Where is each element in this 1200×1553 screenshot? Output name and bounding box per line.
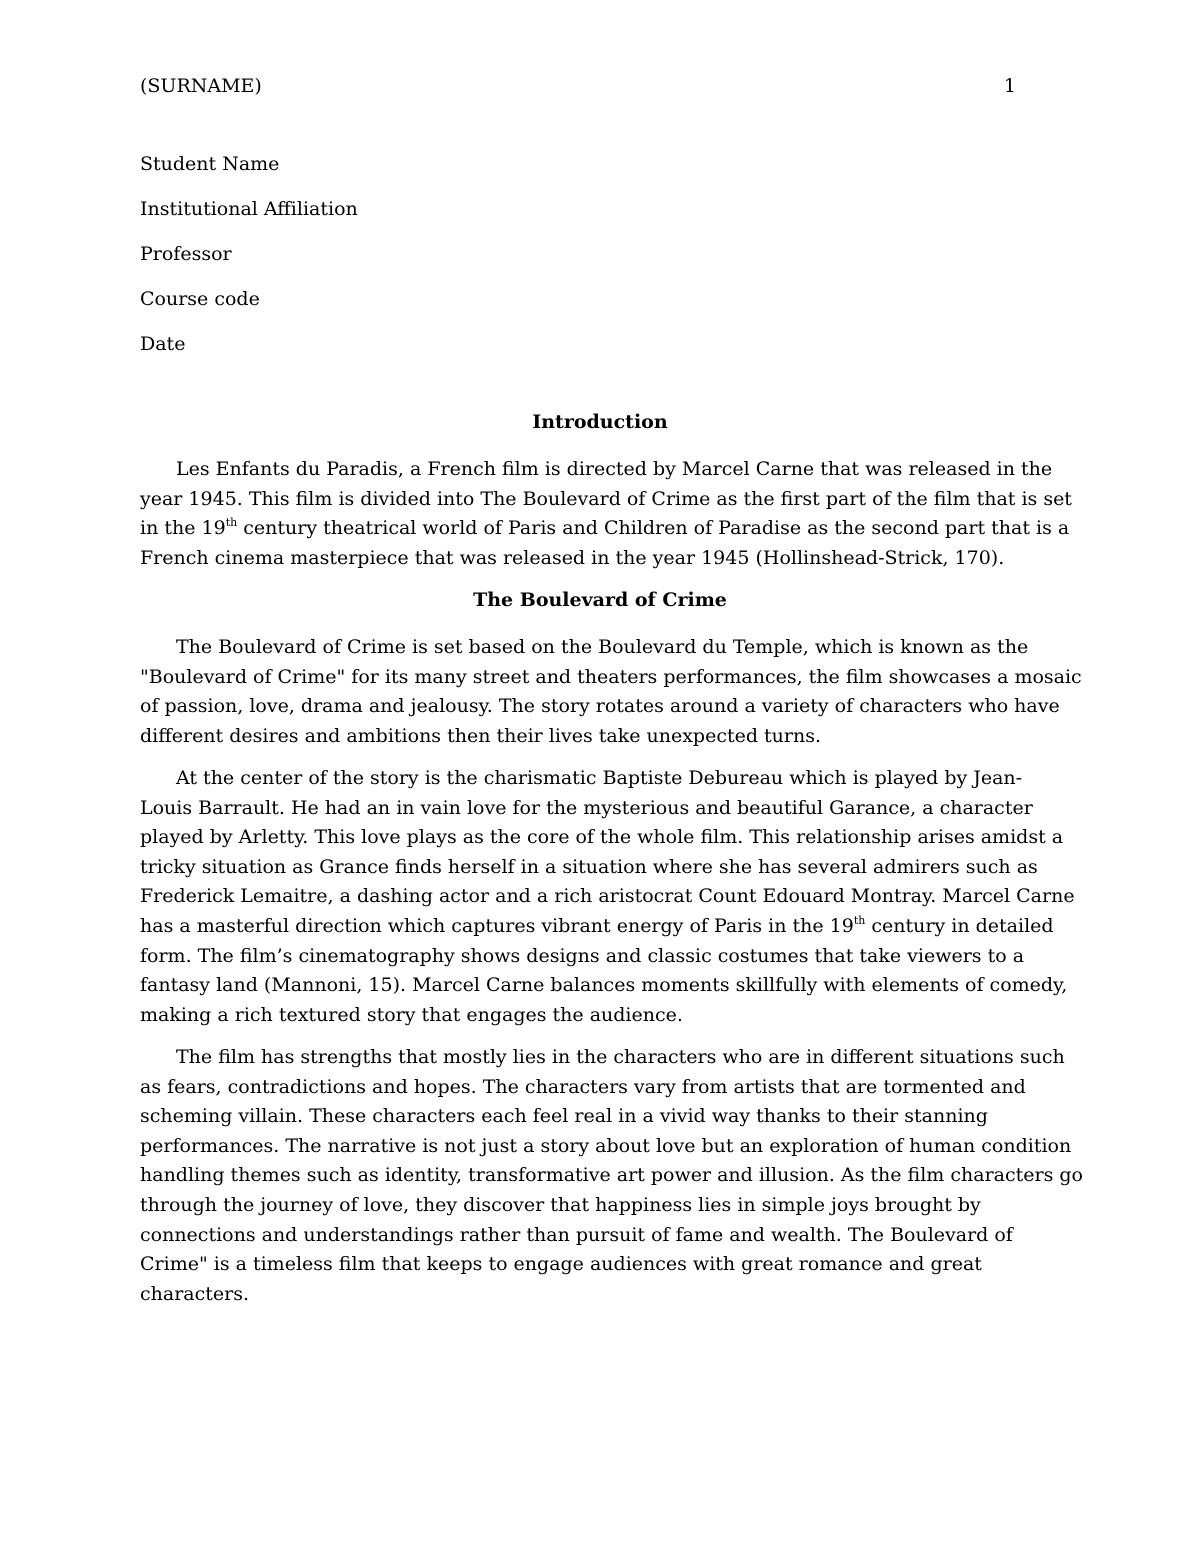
institutional-affiliation: Institutional Affiliation <box>140 198 358 220</box>
paragraph-line: form. The film’s cinematography shows designs and classic costumes that take viewers to a <box>140 944 1025 967</box>
paragraph-line: making a rich textured story that engages the audience. <box>140 1003 683 1026</box>
heading-boulevard-of-crime: The Boulevard of Crime <box>473 589 727 611</box>
intro-paragraph <box>140 455 1072 573</box>
paragraph-line: "Boulevard of Crime" for its many street and theaters performances, the film showcases a mosaic <box>140 665 1082 688</box>
page-header <box>140 75 1020 105</box>
paragraph-line: performances. The narrative is not just a story about love but an exploration of human condition <box>140 1134 1072 1157</box>
paragraph-line: as fears, contradictions and hopes. The characters vary from artists that are tormented and <box>140 1075 1026 1098</box>
paragraph-line: year 1945. This film is divided into The Boulevard of Crime as the first part of the film that is set <box>140 487 1072 510</box>
paragraph-line: tricky situation as Grance finds herself in a situation where she has several admirers such as <box>140 855 1038 878</box>
paragraph-line: Les Enfants du Paradis, a French film is directed by Marcel Carne that was released in the <box>176 458 1053 480</box>
paragraph-line: characters. <box>140 1282 250 1305</box>
paragraph-line: different desires and ambitions then their lives take unexpected turns. <box>140 724 822 747</box>
paragraph-line: The film has strengths that mostly lies in the characters who are in different situations such <box>176 1046 1065 1068</box>
paragraph-line: At the center of the story is the charismatic Baptiste Debureau which is played by Jean- <box>176 767 1023 789</box>
student-name: Student Name <box>140 153 280 175</box>
header-surname: (SURNAME) <box>140 75 262 97</box>
paragraph-line: Crime" is a timeless film that keeps to engage audiences with great romance and great <box>140 1253 982 1276</box>
line-text: century in detailed <box>865 914 1054 937</box>
paragraph-line: fantasy land (Mannoni, 15). Marcel Carne balances moments skillfully with elements of comedy, <box>140 974 1068 997</box>
paragraph-line: played by Arletty. This love plays as the core of the whole film. This relationship arises amidst a <box>140 826 1064 849</box>
paragraph-line: French cinema masterpiece that was released in the year 1945 (Hollinshead-Strick, 170). <box>140 546 1005 569</box>
paragraph-line: of passion, love, drama and jealousy. The story rotates around a variety of characters who have <box>140 695 1060 718</box>
paragraph-line: Louis Barrault. He had an in vain love for the mysterious and beautiful Garance, a character <box>140 796 1033 819</box>
superscript: th <box>853 913 866 927</box>
line-text: century theatrical world of Paris and Children of Paradise as the second part that is a <box>237 517 1070 540</box>
superscript: th <box>225 516 238 530</box>
paragraph-line <box>140 514 1070 544</box>
paragraph-line: through the journey of love, they discover that happiness lies in simple joys brought by <box>140 1193 981 1216</box>
line-text: has a masterful direction which captures vibrant energy of Paris in the 19 <box>140 914 854 937</box>
line-text: in the 19 <box>140 517 226 540</box>
student-info-block <box>140 142 358 367</box>
strengths-paragraph <box>140 1043 1083 1309</box>
paragraph-line: scheming villain. These characters each feel real in a vivid way thanks to their stanning <box>140 1105 988 1128</box>
heading-introduction: Introduction <box>532 411 668 433</box>
paragraph-line: handling themes such as identity, transformative art power and illusion. As the film characters go <box>140 1164 1083 1187</box>
boulevard-paragraph <box>140 633 1082 751</box>
paragraph-line: The Boulevard of Crime is set based on the Boulevard du Temple, which is known as the <box>176 636 1029 658</box>
paragraph-line: connections and understandings rather than pursuit of fame and wealth. The Boulevard of <box>140 1223 1013 1246</box>
center-of-story-paragraph <box>140 764 1075 1030</box>
paragraph-line: Frederick Lemaitre, a dashing actor and a rich aristocrat Count Edouard Montray. Marcel Carne <box>140 885 1075 908</box>
date: Date <box>140 333 186 355</box>
paragraph-line <box>140 912 1060 942</box>
professor: Professor <box>140 243 232 265</box>
page-number: 1 <box>1003 75 1016 97</box>
course-code: Course code <box>140 288 260 310</box>
